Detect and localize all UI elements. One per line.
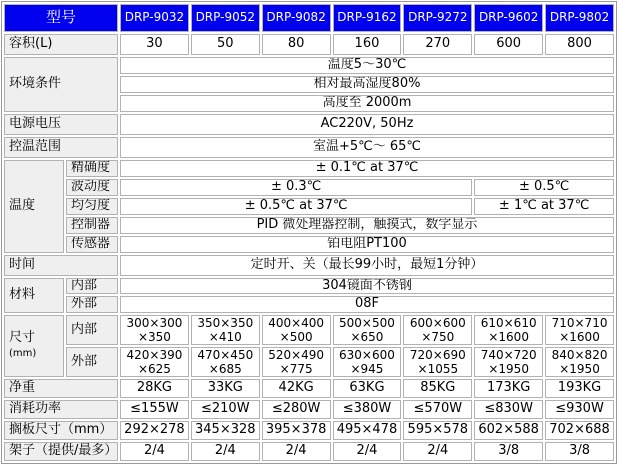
value-cell: 702×688: [545, 421, 614, 440]
value-cell: ≤155W: [120, 400, 189, 419]
value-cell: 3/8: [545, 442, 614, 461]
sub-label: 内部: [66, 278, 118, 295]
value-cell: 30: [120, 34, 189, 55]
row-shelf-count: [4, 442, 614, 461]
group-label-material: 材料: [4, 278, 64, 314]
row-label: 搁板尺寸（mm）: [4, 421, 118, 440]
value-cell: 80: [262, 34, 331, 55]
value-cell: 3/8: [474, 442, 543, 461]
value-cell: PID 微处理器控制，触摸式，数字显示: [120, 217, 614, 234]
model-cell: DRP-9082: [262, 4, 331, 32]
value-cell: ± 0.1℃ at 37℃: [120, 160, 614, 177]
row-power-consumption: [4, 400, 614, 419]
sub-label: 均匀度: [66, 198, 118, 215]
value-cell: 740×720×1950: [474, 347, 543, 377]
value-cell: 395×378: [262, 421, 331, 440]
value-cell: 42KG: [262, 379, 331, 398]
value-cell: ≤830W: [474, 400, 543, 419]
value-cell: 85KG: [403, 379, 472, 398]
model-cell: DRP-9032: [120, 4, 189, 32]
dimensions-label: 尺寸: [9, 330, 36, 346]
row-temp-control-range: [4, 137, 614, 158]
row-time: [4, 255, 614, 276]
dimensions-unit: (mm): [9, 348, 37, 360]
row-temp-sensor: [4, 236, 614, 253]
value-cell: 292×278: [120, 421, 189, 440]
value-cell: 350×350×410: [191, 315, 260, 345]
model-cell: DRP-9052: [191, 4, 260, 32]
value-cell: AC220V, 50Hz: [120, 114, 614, 135]
value-cell: 345×328: [191, 421, 260, 440]
value-cell: 相对最高湿度80%: [120, 76, 614, 93]
row-label: 控温范围: [4, 137, 118, 158]
model-header-label: 型号: [4, 4, 118, 32]
model-cell: DRP-9272: [403, 4, 472, 32]
sub-label: 波动度: [66, 179, 118, 196]
model-cell: DRP-9602: [474, 4, 543, 32]
value-cell: 470×450×685: [191, 347, 260, 377]
value-cell: 温度5～30℃: [120, 57, 614, 74]
value-cell: 300×300×350: [120, 315, 189, 345]
value-cell: ≤280W: [262, 400, 331, 419]
value-cell: 595×578: [403, 421, 472, 440]
value-cell: ± 1℃ at 37℃: [474, 198, 614, 215]
value-cell: 600×600×750: [403, 315, 472, 345]
row-net-weight: [4, 379, 614, 398]
row-material-inner: [4, 278, 614, 295]
value-cell: 2/4: [191, 442, 260, 461]
value-cell: 193KG: [545, 379, 614, 398]
row-dimensions-inner: [4, 315, 614, 345]
value-cell: 2/4: [262, 442, 331, 461]
row-label: 环境条件: [4, 57, 118, 112]
value-cell: 室温+5℃～ 65℃: [120, 137, 614, 158]
row-temp-controller: [4, 217, 614, 234]
row-label: 容积(L): [4, 34, 118, 55]
row-temp-accuracy: [4, 160, 614, 177]
value-cell: 800: [545, 34, 614, 55]
value-cell: ± 0.3℃: [120, 179, 472, 196]
value-cell: 602×588: [474, 421, 543, 440]
value-cell: 2/4: [333, 442, 402, 461]
row-environment: [4, 57, 614, 74]
value-cell: 2/4: [403, 442, 472, 461]
value-cell: 420×390×625: [120, 347, 189, 377]
header-row: [4, 4, 614, 32]
sub-label: 外部: [66, 347, 118, 377]
model-cell: DRP-9162: [333, 4, 402, 32]
value-cell: ± 0.5℃ at 37℃: [120, 198, 472, 215]
value-cell: 400×400×500: [262, 315, 331, 345]
value-cell: 520×490×775: [262, 347, 331, 377]
value-cell: 铂电阻PT100: [120, 236, 614, 253]
value-cell: 600: [474, 34, 543, 55]
sub-label: 精确度: [66, 160, 118, 177]
value-cell: 610×610×1600: [474, 315, 543, 345]
value-cell: 63KG: [333, 379, 402, 398]
value-cell: 270: [403, 34, 472, 55]
value-cell: 定时开、关（最长99小时，最短1分钟）: [120, 255, 614, 276]
sub-label: 内部: [66, 315, 118, 345]
sub-label: 传感器: [66, 236, 118, 253]
row-power-voltage: [4, 114, 614, 135]
row-label: 时间: [4, 255, 118, 276]
value-cell: 28KG: [120, 379, 189, 398]
value-cell: 50: [191, 34, 260, 55]
value-cell: 630×600×945: [333, 347, 402, 377]
value-cell: ≤570W: [403, 400, 472, 419]
value-cell: 2/4: [120, 442, 189, 461]
row-label: 电源电压: [4, 114, 118, 135]
value-cell: ≤210W: [191, 400, 260, 419]
value-cell: ≤380W: [333, 400, 402, 419]
row-capacity: [4, 34, 614, 55]
row-label: 净重: [4, 379, 118, 398]
value-cell: 33KG: [191, 379, 260, 398]
row-temp-uniformity: [4, 198, 614, 215]
value-cell: 304镜面不锈钢: [120, 278, 614, 295]
value-cell: ≤930W: [545, 400, 614, 419]
value-cell: 840×820×1950: [545, 347, 614, 377]
value-cell: 高度至 2000m: [120, 95, 614, 112]
value-cell: ± 0.5℃: [474, 179, 614, 196]
value-cell: 160: [333, 34, 402, 55]
model-cell: DRP-9802: [545, 4, 614, 32]
row-temp-fluctuation: [4, 179, 614, 196]
group-label-temperature: 温度: [4, 160, 64, 253]
row-label: 架子（提供/最多）: [4, 442, 118, 461]
value-cell: 173KG: [474, 379, 543, 398]
sub-label: 控制器: [66, 217, 118, 234]
value-cell: 710×710×1600: [545, 315, 614, 345]
row-shelf-size: [4, 421, 614, 440]
row-label: 消耗功率: [4, 400, 118, 419]
row-dimensions-outer: [4, 347, 614, 377]
sub-label: 外部: [66, 296, 118, 313]
value-cell: 495×478: [333, 421, 402, 440]
value-cell: 08F: [120, 296, 614, 313]
group-label-dimensions: [4, 315, 64, 377]
spec-table: [1, 1, 617, 464]
value-cell: 500×500×650: [333, 315, 402, 345]
value-cell: 720×690×1055: [403, 347, 472, 377]
row-material-outer: [4, 296, 614, 313]
